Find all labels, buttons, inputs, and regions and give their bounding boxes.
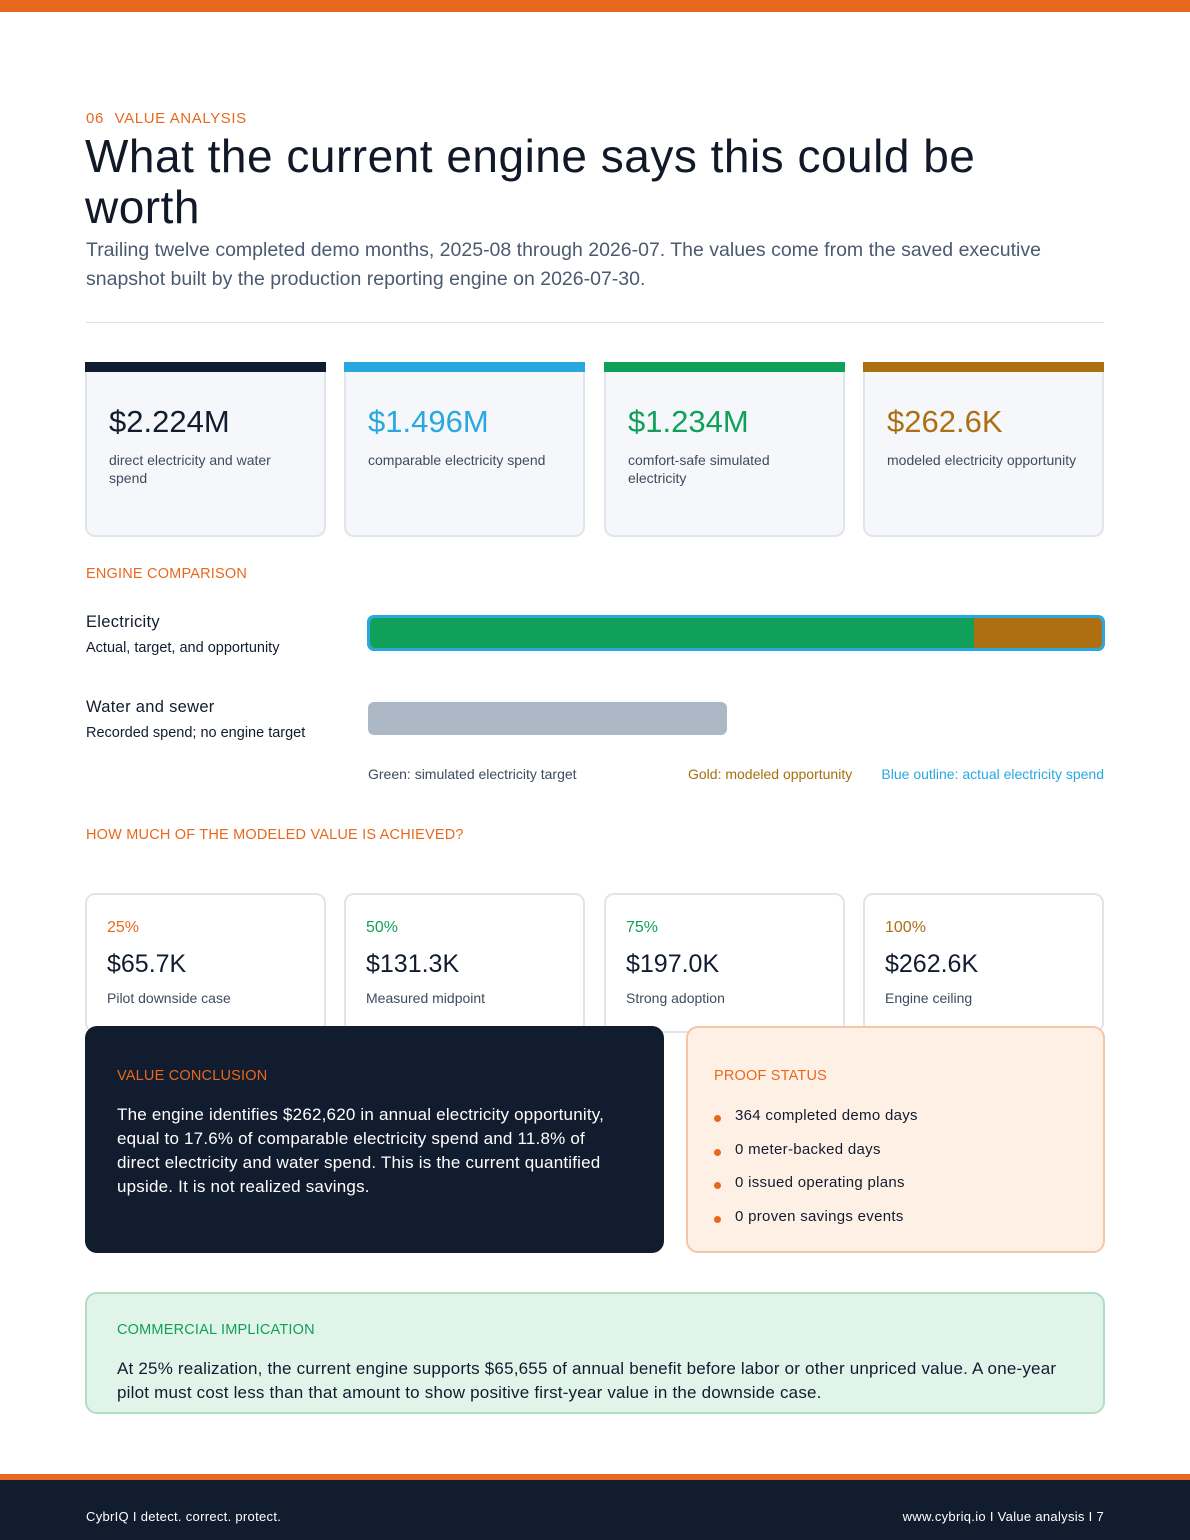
kpi-label: comparable electricity spend	[368, 452, 546, 468]
proof-status-item	[714, 1107, 918, 1141]
scenario-card-75	[604, 893, 845, 1033]
kpi-label: direct electricity and water spend	[109, 452, 271, 486]
bullet-dot-icon	[714, 1216, 721, 1223]
bullet-dot-icon	[714, 1149, 721, 1156]
scenario-percent: 75%	[626, 919, 659, 936]
water-spend-bar	[368, 702, 727, 735]
kpi-value: $1.234M	[628, 404, 749, 439]
proof-status-text: 364 completed demo days	[735, 1107, 918, 1124]
kpi-card-comparable-spend	[344, 362, 585, 537]
proof-status-list	[714, 1107, 918, 1241]
scenario-label: Measured midpoint	[366, 990, 486, 1006]
kpi-label: comfort-safe simulated electricity	[628, 452, 770, 486]
scenario-card-100	[863, 893, 1104, 1033]
engine-comparison-label: ENGINE COMPARISON	[86, 566, 248, 582]
scenario-label: Pilot downside case	[107, 990, 231, 1006]
scenario-value: $197.0K	[626, 950, 720, 978]
scenario-label: Engine ceiling	[885, 990, 973, 1006]
section-number: 06	[86, 110, 104, 127]
footer-page-info: www.cybriq.io I Value analysis I 7	[902, 1509, 1104, 1524]
page-title: What the current engine says this could be worth	[85, 130, 976, 233]
value-conclusion-heading: VALUE CONCLUSION	[117, 1068, 268, 1084]
bullet-dot-icon	[714, 1115, 721, 1122]
scenario-card-25	[85, 893, 326, 1033]
scenario-percent: 25%	[107, 919, 140, 936]
electricity-opportunity-segment	[974, 618, 1102, 648]
water-row-subtitle: Recorded spend; no engine target	[86, 725, 306, 741]
top-accent-bar	[0, 0, 1190, 12]
bullet-dot-icon	[714, 1182, 721, 1189]
electricity-row-title: Electricity	[86, 613, 160, 631]
section-eyebrow	[86, 110, 247, 127]
footer-brand: CybrIQ I detect. correct. protect.	[86, 1509, 282, 1524]
commercial-implication-body: At 25% realization, the current engine supports $65,655 of annual benefit before labor or other unpriced value. A one-year pilot must cost less than that amount to show positive first-year value in the downside case.	[117, 1359, 1057, 1402]
kpi-card-accent	[85, 362, 326, 372]
scenario-value: $65.7K	[107, 950, 187, 978]
scenario-value: $262.6K	[885, 950, 979, 978]
water-row-title: Water and sewer	[86, 698, 215, 716]
electricity-target-segment	[370, 618, 974, 648]
kpi-card-accent	[344, 362, 585, 372]
electricity-row-subtitle: Actual, target, and opportunity	[86, 640, 280, 656]
proof-status-heading: PROOF STATUS	[714, 1068, 828, 1084]
proof-status-text: 0 issued operating plans	[735, 1174, 905, 1191]
kpi-card-direct-spend	[85, 362, 326, 537]
legend-gold: Gold: modeled opportunity	[688, 766, 853, 782]
page-footer	[0, 1474, 1190, 1540]
kpi-value: $2.224M	[109, 404, 230, 439]
kpi-value: $1.496M	[368, 404, 489, 439]
proof-status-item	[714, 1208, 918, 1242]
scenario-label: Strong adoption	[626, 990, 725, 1006]
section-name: VALUE ANALYSIS	[114, 110, 247, 127]
kpi-card-opportunity	[863, 362, 1104, 537]
value-conclusion-body: The engine identifies $262,620 in annual electricity opportunity, equal to 17.6% of comparable electricity spend and 11.8% of direct electricity and water spend. This is the current quantified upside. It is not realized savings.	[117, 1105, 605, 1196]
scenario-percent: 50%	[366, 919, 399, 936]
proof-status-item	[714, 1174, 918, 1208]
proof-status-text: 0 meter-backed days	[735, 1140, 881, 1158]
proof-status-panel	[686, 1026, 1105, 1253]
electricity-actual-bar	[367, 615, 1105, 651]
value-conclusion-panel	[85, 1026, 664, 1253]
kpi-card-simulated-electricity	[604, 362, 845, 537]
commercial-implication-heading: COMMERCIAL IMPLICATION	[117, 1322, 315, 1338]
scenario-percent: 100%	[885, 919, 926, 936]
commercial-implication-panel	[85, 1292, 1105, 1414]
legend-blue: Blue outline: actual electricity spend	[881, 766, 1104, 782]
kpi-card-accent	[863, 362, 1104, 372]
header-divider	[86, 322, 1104, 323]
kpi-label: modeled electricity opportunity	[887, 452, 1077, 468]
proof-status-text: 0 proven savings events	[735, 1207, 904, 1225]
scenarios-label: HOW MUCH OF THE MODELED VALUE IS ACHIEVED?	[86, 827, 464, 843]
kpi-value: $262.6K	[887, 404, 1003, 439]
proof-status-item	[714, 1141, 918, 1175]
scenario-card-50	[344, 893, 585, 1033]
legend-green: Green: simulated electricity target	[368, 766, 577, 782]
kpi-card-accent	[604, 362, 845, 372]
page-subtitle: Trailing twelve completed demo months, 2025-08 through 2026-07. The values come from the saved executive snapshot built by the production reporting engine on 2026-07-30.	[86, 239, 1041, 290]
scenario-value: $131.3K	[366, 950, 460, 978]
